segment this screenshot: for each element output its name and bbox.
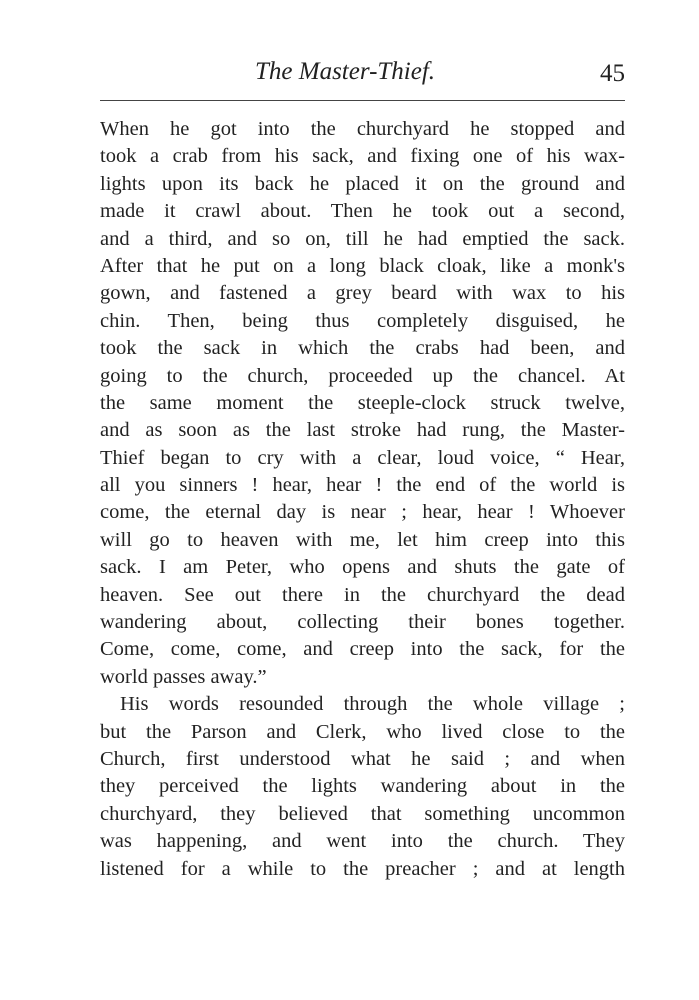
text-line: all you sinners ! hear, hear ! the end of the world is	[100, 474, 625, 497]
text-line: chin. Then, being thus completely disguised, he	[100, 309, 625, 332]
text-line: and as soon as the last stroke had rung, the Master-	[100, 419, 625, 442]
text-line: will go to heaven with me, let him creep into this	[100, 528, 625, 551]
text-line: come, the eternal day is near ; hear, hear ! Whoever	[100, 501, 625, 524]
text-line: going to the church, proceeded up the chancel. At	[100, 364, 625, 387]
text-line: lights upon its back he placed it on the ground and	[100, 172, 625, 195]
text-line: took the sack in which the crabs had been, and	[100, 337, 625, 360]
page-header	[100, 58, 625, 94]
paragraph-end-line: world passes away.”	[100, 665, 267, 688]
text-line: was happening, and went into the church. They	[100, 830, 625, 853]
text-line: heaven. See out there in the churchyard the dead	[100, 583, 625, 606]
page-number: 45	[600, 60, 625, 87]
running-title: The Master-Thief.	[255, 58, 436, 85]
paragraph-start-line: His words resounded through the whole village ;	[120, 693, 625, 716]
text-line: Come, come, come, and creep into the sack, for the	[100, 638, 625, 661]
text-line: Thief began to cry with a clear, loud voice, “ Hear,	[100, 446, 625, 469]
text-line: took a crab from his sack, and fixing one of his wax-	[100, 145, 625, 168]
text-line: wandering about, collecting their bones together.	[100, 611, 625, 634]
text-line: churchyard, they believed that something uncommon	[100, 802, 625, 825]
text-line: the same moment the steeple-clock struck twelve,	[100, 391, 625, 414]
text-line: gown, and fastened a grey beard with wax to his	[100, 282, 625, 305]
text-line: After that he put on a long black cloak, like a monk's	[100, 254, 625, 277]
text-line: sack. I am Peter, who opens and shuts the gate of	[100, 556, 625, 579]
text-line: listened for a while to the preacher ; and at length	[100, 857, 625, 880]
text-line: they perceived the lights wandering about in the	[100, 775, 625, 798]
text-line: and a third, and so on, till he had emptied the sack.	[100, 227, 625, 250]
body-text	[100, 116, 625, 883]
text-line: made it crawl about. Then he took out a second,	[100, 200, 625, 223]
header-rule	[100, 100, 625, 101]
text-line: Church, first understood what he said ; and when	[100, 747, 625, 770]
text-line: When he got into the churchyard he stopped and	[100, 118, 625, 140]
text-line: but the Parson and Clerk, who lived close to the	[100, 720, 625, 743]
